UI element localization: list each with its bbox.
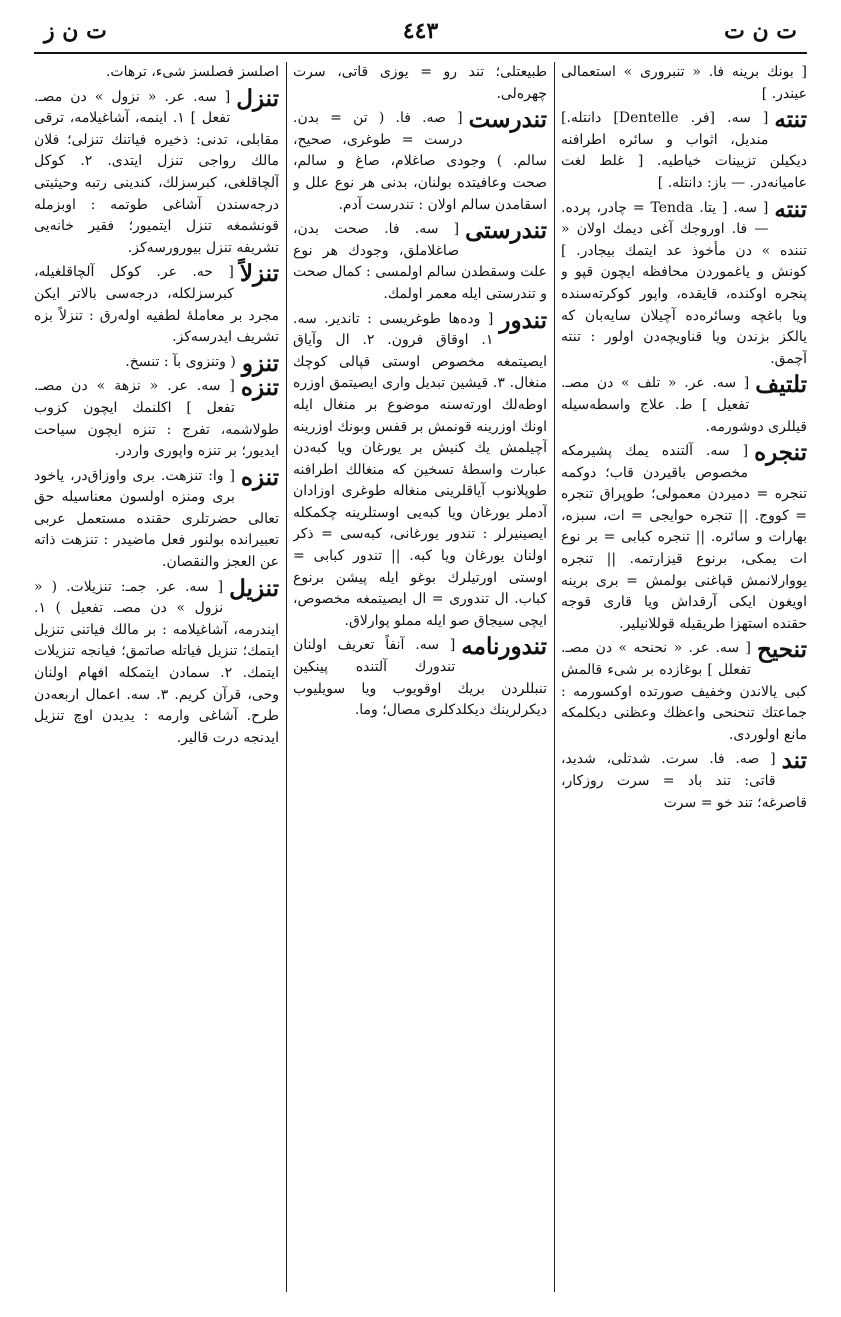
dictionary-entry <box>34 262 279 348</box>
dictionary-entry <box>293 635 547 721</box>
headword: تنزه <box>240 374 279 402</box>
dictionary-entry <box>561 749 807 814</box>
entry-text: [ بونك برينه فا. « تنبروری » استعمالی عيندر. ] <box>561 64 807 102</box>
header-guide-word-right: ت ن ت <box>724 18 797 44</box>
dictionary-entry <box>293 306 547 633</box>
dictionary-entry <box>293 219 547 305</box>
entry-text: [ سه. [ يتا. Tenda = چادر، پرده. — فا. اوروجك آغى ديمك اولان « تننده » دن مأخوذ عد ايتمك بيجادر. ] كونش و ياغموردن محافظه ايچون قپو و پنجره اوكنده، قايقده، واپور كوكرته‌سنده ويا باغچه وسائره‌ده آچيلان سايه‌بان كه يالكز بزندن ويا قناويچه‌دن اولور : تنته آچمق. <box>561 199 807 367</box>
headword: تنزلاً <box>239 260 279 288</box>
headword: تندرست <box>468 106 547 134</box>
headword: تنته <box>774 195 807 223</box>
headword: تلتيف <box>755 371 807 399</box>
entry-text: [ سه. آلتنده يمك پشيرمكه مخصوص باقيردن قاب؛ دوكمه تنجره = دميردن معمولی؛ طوپراق تنجره = كووج. || تنجره حوايجی = ات، سبزه، بهارات و سائره. || تنجره كبابی = بر نوع ات يمكی، برنوع قيزارتمه. || تنجره يووارلانمش قپاغنی بولمش = بری برينه اويغون ايكی آرقداش ويا قاری قوجه حقنده استهزا طريقيله قوللانيلير. <box>561 443 807 632</box>
headword: تند <box>781 747 807 775</box>
entry-text: [ صه. فا. ( تن = بدن. درست = طوغری، صحيح، سالم. ) وجودی صاغلام، صاغ و سالم، صحت وعافيتده بولنان، بدنی هر نوع علل و اسقامدن سالم اولان : تندرست آدم. <box>293 110 547 213</box>
column-divider <box>554 62 555 1292</box>
entry-text: [ سه. فا. صحت بدن، صاغلاملق، وجودك هر نوع علت وسقطدن سالم اولمسی : كمال صحت و تندرستی ايله معمر اولمك. <box>293 221 547 302</box>
column-left <box>34 62 279 1292</box>
entry-text: [ صه. فا. سرت. شدتلی، شديد، قاتی: تند باد = سرت روزكار، قاصرغه؛ تند خو = سرت <box>561 751 807 811</box>
headword: تندورنامه <box>461 633 547 661</box>
page-header <box>34 18 807 46</box>
entry-text: [ وا: تنزهت. بری واوزاق‌در، ياخود بری ومنزه اولسون معناسيله حق تعالی حضرتلری حقنده مستعمل عربی تعبيرانده بولنور فعل ماضيدر : تنزهت ذاته عن العجز والنقصان. <box>34 467 279 571</box>
dictionary-entry <box>34 463 279 574</box>
dictionary-entry <box>34 574 279 750</box>
entry-text: [ حه. عر. كوكل آلچاقلغيله، كبرسزلكله، درجه‌سی بالاتر ايكن مجرد بر معاملهٔ لطفيه اوله‌رق : تنزلاً بزه تشريف ايدرسه‌كز. <box>34 264 279 346</box>
entry-text: [ وده‌ها طوغريسی : تاندير. سه. ١. اوقاق فرون. ٢. ال وآياق ايصيتمغه مخصوص اوستی قپالی كوچك منغال. ٣. قيشين تبديل واری ايصيتمق اوزره اوطه‌لك اورته‌سنه موضوع بر منغال ايله اونك اوزرينه قونمش بر قفس وبونك اوزرينه آچيلمش يك كنيش بر يورغان ويا كبه‌دن عبارت واسطهٔ تسخين كه منغالك اطرافنه طوپلانوب آياقلرينی منغاله طوغری اوزادان آدملر يورغان ويا كبه‌يی اوستلرينه چكمكله ايصينيرلر : تندور يورغانی، كبه‌سی = ذكر اولنان يورغان ويا كبه. || تندور كبابی = اوستی اورتيلرك بوغو ايله پيشن برنوع كباب. ال تندوری = ال ايصيتمغه مخصوص، ايچی سيجاق صو ايله مملو پوارلاق. <box>293 310 547 629</box>
dictionary-entry <box>561 373 807 438</box>
dictionary-entry <box>561 441 807 635</box>
entry-text: [ سه. آنفاً تعريف اولنان تندورك آلتنده پينكين تنبللردن بريك اوقويوب ويا سويليوب ديكرلرينك ديكلدكلری مصال؛ وما. <box>293 637 547 719</box>
header-guide-word-left: ت ن ز <box>44 18 107 44</box>
dictionary-entry <box>34 349 279 377</box>
entry-text: [ سه. عر. جمـ: تنزيلات. ( « نزول » دن مصـ. تفعيل ) ١. ايندرمه، آشاغيلامه : بر مالك فياتنی تنزيل ايتمك؛ تنزيل فياتله صاتمق؛ فيانجه تنزيلات ايتمك. ٢. سمادن ايتمكله افهام اولنان وحی، قرآن كريم. ٣. سه. اعمال اربعه‌دن طرح. آشاغی وارمه : يديدن اوچ تنزيل ايدنجه درت قالير. <box>34 578 279 746</box>
headword: تنزيل <box>229 574 279 602</box>
headword: تندرستی <box>465 217 547 245</box>
entry-text: [ سه. عر. « نحنحه » دن مصـ. تفعلل ] بوغازده بر شیء قالمش كبی يالاندن وخفيف صورتده اوكسورمه : جماعتك تنحنحی واعظك وعظنی ديكلمكه مانع اولوردی. <box>561 640 807 743</box>
column-middle <box>293 62 547 1292</box>
entry-text: [ سه. [فر. Dentelle] دانتله.] منديل، اثواب و سائره اطرافنه ديكيلن تزيينات خياطيه. [ غلط لغت عاميانه‌در. — باز: دانتله. ] <box>561 110 807 191</box>
entry-text: [ سه. عر. « تلف » دن مصـ. تفعيل ] ط. علاج واسطه‌سيله قيللری دوشورمه. <box>561 375 807 435</box>
entry-text: اصلسز فصلسز شیء، ترهات. <box>105 64 279 80</box>
dictionary-entry <box>293 62 547 105</box>
dictionary-entry <box>561 195 807 371</box>
entry-text: [ سه. عر. « نزول » دن مصـ. تفعل ] ١. اينمه، آشاغيلامه، ترقی مقابلی، تدنی: ذخيره فياتنك تنزلی؛ فلان مالك رواجی تنزل ايتدی. ٢. كوكل آلچاقلغی، كبرسزلك، كندينی رتبه وحيثيتی درجه‌سندن آشاغی طوتمه : اوبزمله قونشمغه تنزل ايتميور؛ فقير خانه‌يی تشريفه تنزل بيورورسه‌كز. <box>34 88 279 256</box>
headword: تنته <box>774 106 807 134</box>
headword: تندور <box>499 306 547 334</box>
dictionary-entry <box>293 108 547 216</box>
headword: تنزه <box>240 463 279 491</box>
column-right <box>561 62 807 1292</box>
headword: تنزو <box>241 349 279 377</box>
dictionary-entry <box>34 376 279 462</box>
column-divider <box>286 62 287 1292</box>
header-rule <box>34 52 807 54</box>
dictionary-entry <box>561 62 807 105</box>
dictionary-entry <box>561 638 807 746</box>
entry-text: [ سه. عر. « نزهة » دن مصـ. تفعل ] اكلنمك ايچون كزوب طولاشمه، تفرج : تنزه ايچون سياحت ايديور؛ بر تنزه واپوری واردر. <box>34 378 279 460</box>
headword: تنحيح <box>757 636 807 664</box>
page-number: ٤٤٣ <box>402 18 439 44</box>
entry-text: طبيعتلی؛ تند رو = يوزی قاتی، سرت چهره‌لی. <box>293 64 547 102</box>
entry-text: ( وتنزوی بآ : تنسخ. <box>125 353 236 370</box>
headword: تنزل <box>236 84 279 112</box>
dictionary-entry <box>34 62 279 84</box>
dictionary-entry <box>561 108 807 194</box>
dictionary-entry <box>34 84 279 260</box>
headword: تنجره <box>754 439 807 467</box>
